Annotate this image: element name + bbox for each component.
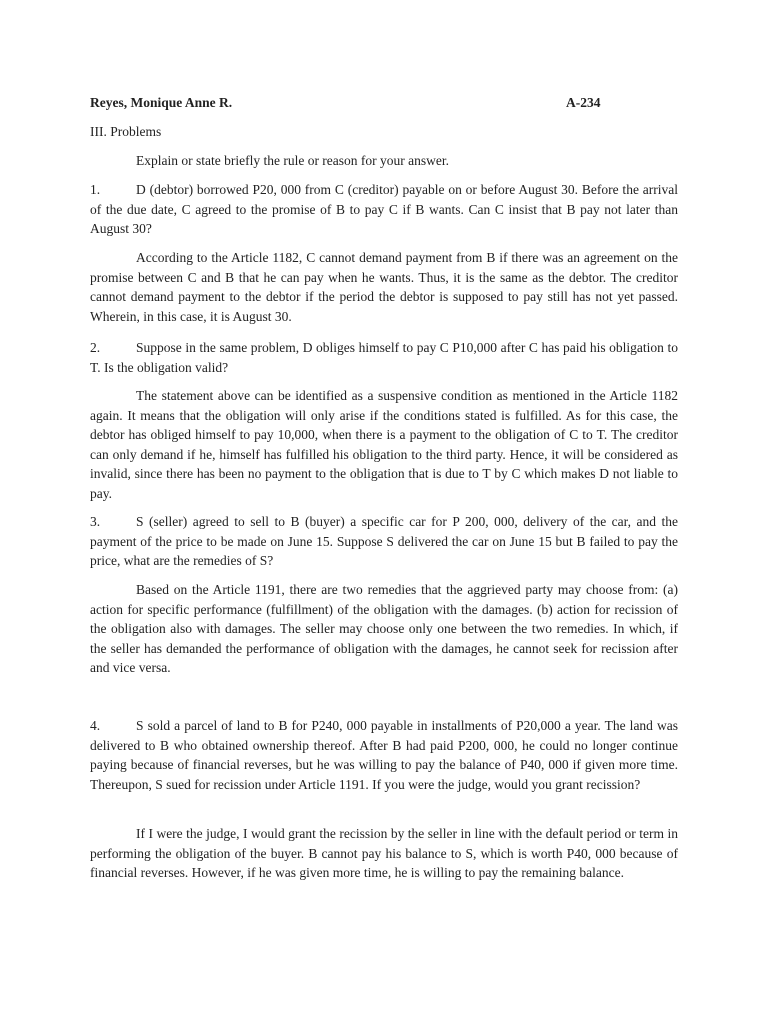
problem-4-question	[90, 716, 678, 794]
student-name: Reyes, Monique Anne R.	[90, 95, 233, 110]
section-code: A-234	[566, 95, 601, 110]
question-text: Suppose in the same problem, D obliges himself to pay C P10,000 after C has paid his obligation to T. Is the obligation valid?	[90, 340, 678, 375]
question-text: S (seller) agreed to sell to B (buyer) a specific car for P 200, 000, delivery of the car, and the payment of the price to be made on June 15. Suppose S delivered the car on June 15 but B failed to pay the price, what are the remedies of S?	[90, 514, 678, 568]
instructions: Explain or state briefly the rule or reason for your answer.	[136, 153, 450, 168]
problem-number: 3.	[90, 514, 101, 529]
problem-number: 4.	[90, 718, 101, 733]
section-title: III. Problems	[90, 124, 162, 139]
problem-1-question	[90, 180, 678, 239]
problem-4-answer: If I were the judge, I would grant the recission by the seller in line with the default period or term in performing the obligation of the buyer. B cannot pay his balance to S, which is worth P40, 000 because of financial reverses. However, if he was given more time, he is willing to pay the remaining balance.	[90, 826, 678, 880]
question-text: D (debtor) borrowed P20, 000 from C (creditor) payable on or before August 30. Before the arrival of the due date, C agreed to the promise of B to pay C if B wants. Can C insist that B pay not later than August 30?	[90, 182, 678, 236]
problem-3-question	[90, 512, 678, 571]
problem-number: 2.	[90, 340, 101, 355]
document-header	[90, 95, 615, 113]
problem-2-question	[90, 338, 678, 377]
question-text: S sold a parcel of land to B for P240, 000 payable in installments of P20,000 a year. The land was delivered to B who obtained ownership thereof. After B had paid P200, 000, he could no longer continue paying because of financial reverses, but he was willing to pay the balance of P40, 000 if given more time. Thereupon, S sued for recission under Article 1191. If you were the judge, would you grant recission?	[90, 718, 678, 792]
problem-number: 1.	[90, 182, 101, 197]
problem-1-answer: According to the Article 1182, C cannot demand payment from B if there was an agreement on the promise between C and B that he can pay when he wants. Thus, it is the same as the debtor. The creditor cannot demand payment to the debtor if the period the debtor is supposed to pay still has not yet passed. Wherein, in this case, it is August 30.	[90, 250, 678, 324]
problem-2-answer: The statement above can be identified as a suspensive condition as mentioned in the Article 1182 again. It means that the obligation will only arise if the conditions stated is fulfilled. As for this case, the debtor has obliged himself to pay 10,000, when there is a payment to the obligation of C to T. The creditor can only demand if he, himself has fulfilled his obligation to the third party. Hence, it will be considered as invalid, since there has been no payment to the obligation that is due to T by C which makes D not liable to pay.	[90, 388, 678, 501]
problem-3-answer: Based on the Article 1191, there are two remedies that the aggrieved party may choose from: (a) action for specific performance (fulfillment) of the obligation with the damages. (b) action for recission of the obligation also with damages. The seller may choose only one between the two remedies. In which, if the seller has demanded the performance of obligation with the damages, he cannot seek for recission after and vice versa.	[90, 582, 678, 675]
